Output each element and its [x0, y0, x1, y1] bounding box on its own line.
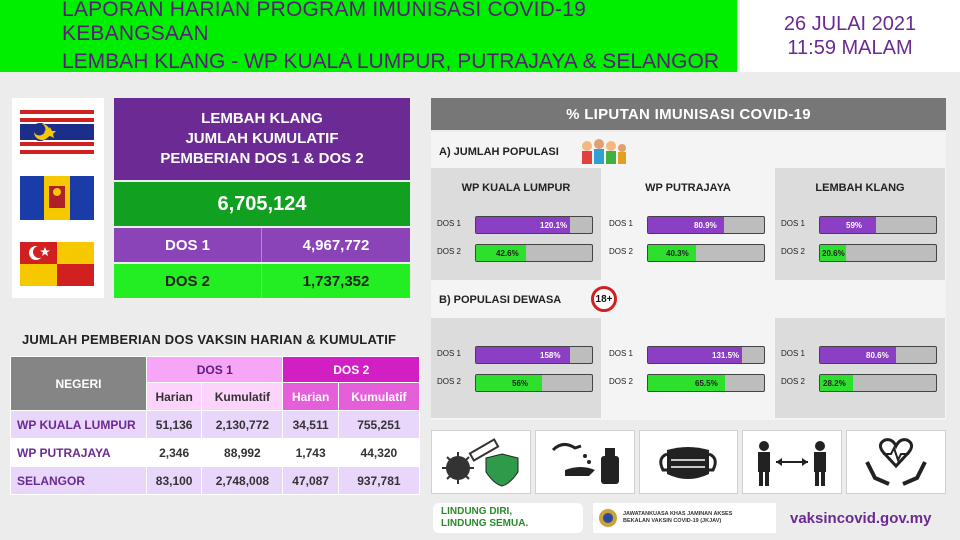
icon-tile — [535, 430, 635, 494]
bar-track — [475, 216, 593, 234]
slogan-line1: LINDUNG DIRI, — [441, 506, 513, 517]
bar-dose-label: DOS 2 — [609, 377, 634, 386]
bar-value-label: 131.5% — [712, 351, 740, 360]
report-title: LAPORAN HARIAN PROGRAM IMUNISASI COVID-19 KEBANGSAAN — [62, 0, 586, 45]
column-header-negeri: NEGERI — [11, 357, 147, 411]
icon-tile — [431, 430, 531, 494]
report-time: 11:59 MALAM — [787, 37, 913, 59]
summary-heading-cumulative: JUMLAH KUMULATIF — [185, 130, 339, 147]
bar-track — [475, 244, 593, 262]
summary-dose1-value: 4,967,772 — [302, 236, 370, 254]
cell-d2-kumulatif: 755,251 — [338, 411, 419, 439]
bar-dose-label: DOS 2 — [437, 247, 462, 256]
region-header: WP KUALA LUMPUR — [461, 182, 571, 194]
bar-track — [819, 216, 937, 234]
table-title: JUMLAH PEMBERIAN DOS VAKSIN HARIAN & KUMULATIF — [22, 332, 397, 347]
summary-dose1-label: DOS 1 — [114, 228, 262, 262]
kuala-lumpur-flag-icon — [20, 110, 94, 154]
bar-value-label: 40.3% — [666, 249, 689, 258]
putrajaya-flag-icon — [20, 176, 94, 220]
cell-d1-kumulatif: 88,992 — [202, 439, 283, 467]
summary-dose1-row — [114, 228, 410, 262]
bar-track — [647, 244, 765, 262]
column-header-dos2-harian: Harian — [283, 383, 338, 411]
bar-dose-label: DOS 1 — [609, 219, 634, 228]
bar-value-label: 80.9% — [694, 221, 717, 230]
icon-tile — [846, 430, 946, 494]
selangor-flag-icon — [20, 242, 94, 286]
cell-d2-kumulatif: 937,781 — [338, 467, 419, 495]
cell-negeri: WP KUALA LUMPUR — [11, 411, 147, 439]
bar-track — [647, 346, 765, 364]
dos1-bar — [609, 216, 771, 234]
column-header-dos1: DOS 1 — [147, 357, 283, 383]
dos1-bar — [437, 216, 599, 234]
slogan-line2: LINDUNG SEMUA. — [441, 518, 529, 529]
bar-value-label: 59% — [846, 221, 863, 230]
bar-dose-label: DOS 2 — [781, 377, 806, 386]
section-adult-population: B) POPULASI DEWASA — [439, 294, 562, 306]
report-date: 26 JULAI 2021 — [783, 13, 917, 35]
crowd-icon — [577, 136, 627, 166]
cell-negeri: WP PUTRAJAYA — [11, 439, 147, 467]
cell-d1-harian: 51,136 — [147, 411, 202, 439]
region-header: WP PUTRAJAYA — [645, 182, 731, 194]
jkjav-line2: BEKALAN VAKSIN COVID-19 (JKJAV) — [623, 518, 722, 524]
bar-dose-label: DOS 1 — [437, 349, 462, 358]
summary-dose2-row — [114, 264, 410, 298]
social-distance-icon — [752, 436, 832, 488]
report-subtitle: LEMBAH KLANG - WP KUALA LUMPUR, PUTRAJAYA & SELANGOR — [62, 50, 720, 73]
bar-fill — [476, 375, 542, 391]
cell-d1-kumulatif: 2,748,008 — [202, 467, 283, 495]
cell-d2-harian: 1,743 — [283, 439, 338, 467]
government-crest-icon — [597, 507, 619, 529]
cell-negeri: SELANGOR — [11, 467, 147, 495]
bar-dose-label: DOS 1 — [437, 219, 462, 228]
summary-heading-doses: PEMBERIAN DOS 1 & DOS 2 — [160, 150, 364, 167]
summary-heading — [114, 98, 410, 180]
summary-heading-region: LEMBAH KLANG — [201, 110, 323, 127]
bar-track — [475, 346, 593, 364]
table-row — [11, 439, 420, 467]
state-flags — [12, 98, 104, 298]
column-header-dos1-kumulatif: Kumulatif — [202, 383, 283, 411]
report-datetime — [740, 0, 960, 72]
dos1-bar — [781, 346, 943, 364]
column-header-dos2: DOS 2 — [283, 357, 420, 383]
column-header-dos2-kumulatif: Kumulatif — [338, 383, 419, 411]
heart-hands-icon — [861, 436, 931, 488]
cell-d2-kumulatif: 44,320 — [338, 439, 419, 467]
region-column-bg — [775, 318, 945, 418]
bar-dose-label: DOS 2 — [437, 377, 462, 386]
table-row — [11, 467, 420, 495]
face-mask-icon — [653, 436, 723, 488]
icon-tile — [742, 430, 842, 494]
coverage-title: % LIPUTAN IMUNISASI COVID-19 — [431, 98, 946, 130]
bar-value-label: 20.6% — [822, 249, 845, 258]
bar-track — [819, 374, 937, 392]
coverage-panel — [431, 132, 946, 420]
table-row — [11, 411, 420, 439]
vaccine-virus-shield-icon — [436, 436, 526, 488]
column-header-dos1-harian: Harian — [147, 383, 202, 411]
dos2-bar — [781, 374, 943, 392]
region-header: LEMBAH KLANG — [815, 182, 905, 194]
dos1-bar — [609, 346, 771, 364]
bar-track — [819, 346, 937, 364]
region-column-bg — [431, 318, 601, 418]
cell-d1-harian: 2,346 — [147, 439, 202, 467]
bar-dose-label: DOS 1 — [781, 219, 806, 228]
dos1-bar — [781, 216, 943, 234]
dos2-bar — [609, 244, 771, 262]
dos2-bar — [781, 244, 943, 262]
bar-dose-label: DOS 2 — [781, 247, 806, 256]
footer-jkjav — [593, 503, 776, 533]
adult-18-plus-badge: 18+ — [591, 286, 617, 312]
bar-value-label: 65.5% — [695, 379, 718, 388]
cell-d2-harian: 47,087 — [283, 467, 338, 495]
health-icons-strip — [431, 430, 946, 494]
bar-dose-label: DOS 1 — [781, 349, 806, 358]
bar-dose-label: DOS 1 — [609, 349, 634, 358]
vaccination-table — [10, 356, 420, 495]
bar-value-label: 28.2% — [823, 379, 846, 388]
bar-value-label: 158% — [540, 351, 561, 360]
bar-track — [647, 216, 765, 234]
summary-dose2-value: 1,737,352 — [302, 272, 370, 290]
website-link[interactable]: vaksincovid.gov.my — [790, 510, 932, 527]
dos2-bar — [609, 374, 771, 392]
summary-total: 6,705,124 — [114, 182, 410, 226]
bar-value-label: 42.6% — [496, 249, 519, 258]
bar-track — [819, 244, 937, 262]
dos2-bar — [437, 244, 599, 262]
cell-d1-kumulatif: 2,130,772 — [202, 411, 283, 439]
summary-dose2-label: DOS 2 — [114, 264, 262, 298]
region-column-bg — [603, 318, 773, 418]
icon-tile — [639, 430, 739, 494]
bar-value-label: 80.6% — [866, 351, 889, 360]
dos1-bar — [437, 346, 599, 364]
bar-dose-label: DOS 2 — [609, 247, 634, 256]
jkjav-line1: JAWATANKUASA KHAS JAMINAN AKSES — [623, 511, 733, 517]
cell-d1-harian: 83,100 — [147, 467, 202, 495]
dos2-bar — [437, 374, 599, 392]
bar-value-label: 120.1% — [540, 221, 568, 230]
bar-track — [475, 374, 593, 392]
cell-d2-harian: 34,511 — [283, 411, 338, 439]
bar-value-label: 56% — [512, 379, 529, 388]
section-total-population: A) JUMLAH POPULASI — [439, 146, 559, 158]
header-banner — [0, 0, 737, 72]
bar-track — [647, 374, 765, 392]
footer-slogan — [433, 503, 583, 533]
hand-sanitizer-icon — [545, 436, 625, 488]
